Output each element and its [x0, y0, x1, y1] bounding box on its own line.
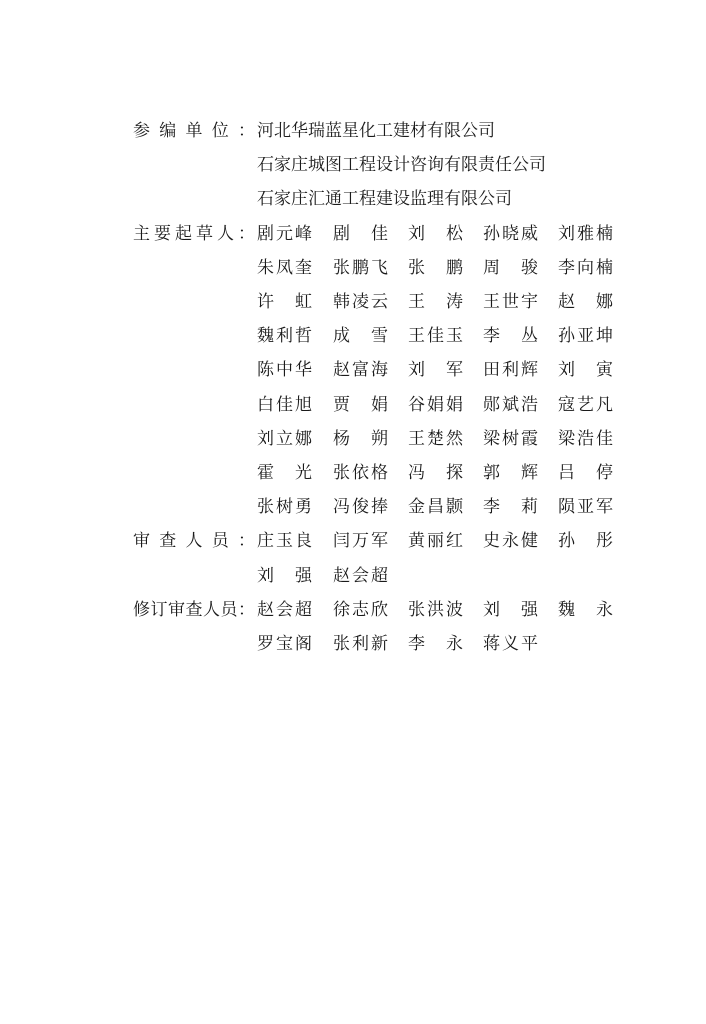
drafter-name: 梁浩佳: [558, 428, 613, 449]
drafter-name: 吕 停: [558, 463, 613, 483]
drafter-name: 霍 光: [257, 463, 312, 483]
drafter-name: 朱凤奎: [257, 257, 312, 278]
drafter-name: 许 虹: [257, 292, 312, 312]
drafter-name: 刘立娜: [257, 428, 312, 449]
reviewer-name: 刘 强: [257, 565, 312, 586]
participants-label: 参 编 单 位 ：: [133, 121, 255, 141]
drafter-name: 刘雅楠: [558, 223, 613, 244]
drafter-name: 张 鹏: [408, 257, 463, 278]
revision-reviewer-name: 罗宝阁: [257, 634, 312, 654]
drafter-name: 陨亚军: [558, 497, 613, 518]
reviewer-name: 赵会超: [333, 565, 388, 586]
drafter-name: 刘 军: [408, 360, 463, 381]
participant-unit: 河北华瑞蓝星化工建材有限公司: [257, 121, 495, 141]
drafter-name: 王佳玉: [408, 326, 463, 347]
revision-reviewer-name-row: [0, 627, 706, 661]
drafter-name-row: [0, 388, 706, 422]
drafter-name: 张鹏飞: [333, 257, 388, 278]
drafter-name-row: [0, 456, 706, 490]
drafter-name: 田利辉: [483, 360, 538, 381]
reviewer-name: 孙 彤: [558, 531, 613, 552]
drafter-name: 韩凌云: [333, 292, 388, 312]
revision-reviewer-name: 刘 强: [483, 599, 538, 620]
drafter-name: 张依格: [333, 463, 388, 483]
drafter-name: 赵 娜: [558, 292, 613, 312]
drafter-name: 孙亚坤: [558, 326, 613, 347]
drafter-name: 郧斌浩: [483, 394, 538, 415]
reviewer-name: 黄丽红: [408, 531, 463, 552]
reviewers-label: 审 查 人 员 ：: [133, 531, 255, 552]
participant-unit: 石家庄汇通工程建设监理有限公司: [257, 189, 512, 210]
drafter-name: 王楚然: [408, 428, 463, 449]
drafter-name-row: [0, 285, 706, 319]
drafter-name: 寇艺凡: [558, 394, 613, 415]
reviewer-name: 庄玉良: [257, 531, 312, 552]
drafter-name: 贾 娟: [333, 394, 388, 415]
participant-unit-row: [0, 148, 706, 182]
drafter-name: 张树勇: [257, 497, 312, 518]
participant-unit-row: [0, 114, 706, 148]
revision-reviewer-name-row: [0, 593, 706, 627]
drafter-name: 孙晓威: [483, 223, 538, 244]
drafter-name: 李向楠: [558, 257, 613, 278]
reviewer-name: 闫万军: [333, 531, 388, 552]
reviewer-name: 史永健: [483, 531, 538, 552]
revision-reviewer-name: 魏 永: [558, 599, 613, 620]
reviewer-name-row: [0, 559, 706, 593]
drafter-name: 刘 寅: [558, 360, 613, 381]
drafter-name-row: [0, 217, 706, 251]
revision-reviewer-name: 徐志欣: [333, 599, 388, 620]
revision-reviewer-name: 张利新: [333, 634, 388, 654]
drafter-name: 成 雪: [333, 326, 388, 347]
drafter-name: 剧元峰: [257, 223, 312, 244]
drafter-name: 魏利哲: [257, 326, 312, 347]
drafter-name-row: [0, 251, 706, 285]
drafter-name: 王 涛: [408, 292, 463, 312]
drafter-name: 金昌颢: [408, 497, 463, 518]
reviewer-name-row: [0, 524, 706, 558]
drafter-name: 陈中华: [257, 360, 312, 381]
revision-reviewer-name: 赵会超: [257, 599, 312, 620]
drafter-name-row: [0, 422, 706, 456]
revision-reviewer-name: 李 永: [408, 634, 463, 654]
drafter-name: 赵富海: [333, 360, 388, 381]
drafter-name: 李 莉: [483, 497, 538, 518]
drafter-name: 冯 探: [408, 463, 463, 483]
drafter-name: 梁树霞: [483, 428, 538, 449]
drafters-label: 主 要 起 草 人 ：: [133, 223, 255, 244]
drafter-name: 郭 辉: [483, 463, 538, 483]
drafter-name-row: [0, 319, 706, 353]
revision-reviewers-label: 修 订 审 查 人 员 ：: [133, 599, 255, 620]
drafter-name: 周 骏: [483, 257, 538, 278]
participant-unit-row: [0, 182, 706, 216]
drafter-name: 冯俊捧: [333, 497, 388, 518]
drafter-name: 白佳旭: [257, 394, 312, 415]
drafter-name-row: [0, 490, 706, 524]
revision-reviewer-name: 张洪波: [408, 599, 463, 620]
drafter-name-row: [0, 353, 706, 387]
drafter-name: 杨 朔: [333, 428, 388, 449]
revision-reviewer-name: 蒋义平: [483, 634, 538, 654]
drafter-name: 李 丛: [483, 326, 538, 347]
drafter-name: 剧 佳: [333, 223, 388, 244]
drafter-name: 王世宇: [483, 292, 538, 312]
drafter-name: 谷娟娟: [408, 394, 463, 415]
participant-unit: 石家庄城图工程设计咨询有限责任公司: [257, 155, 546, 176]
drafter-name: 刘 松: [408, 223, 463, 244]
